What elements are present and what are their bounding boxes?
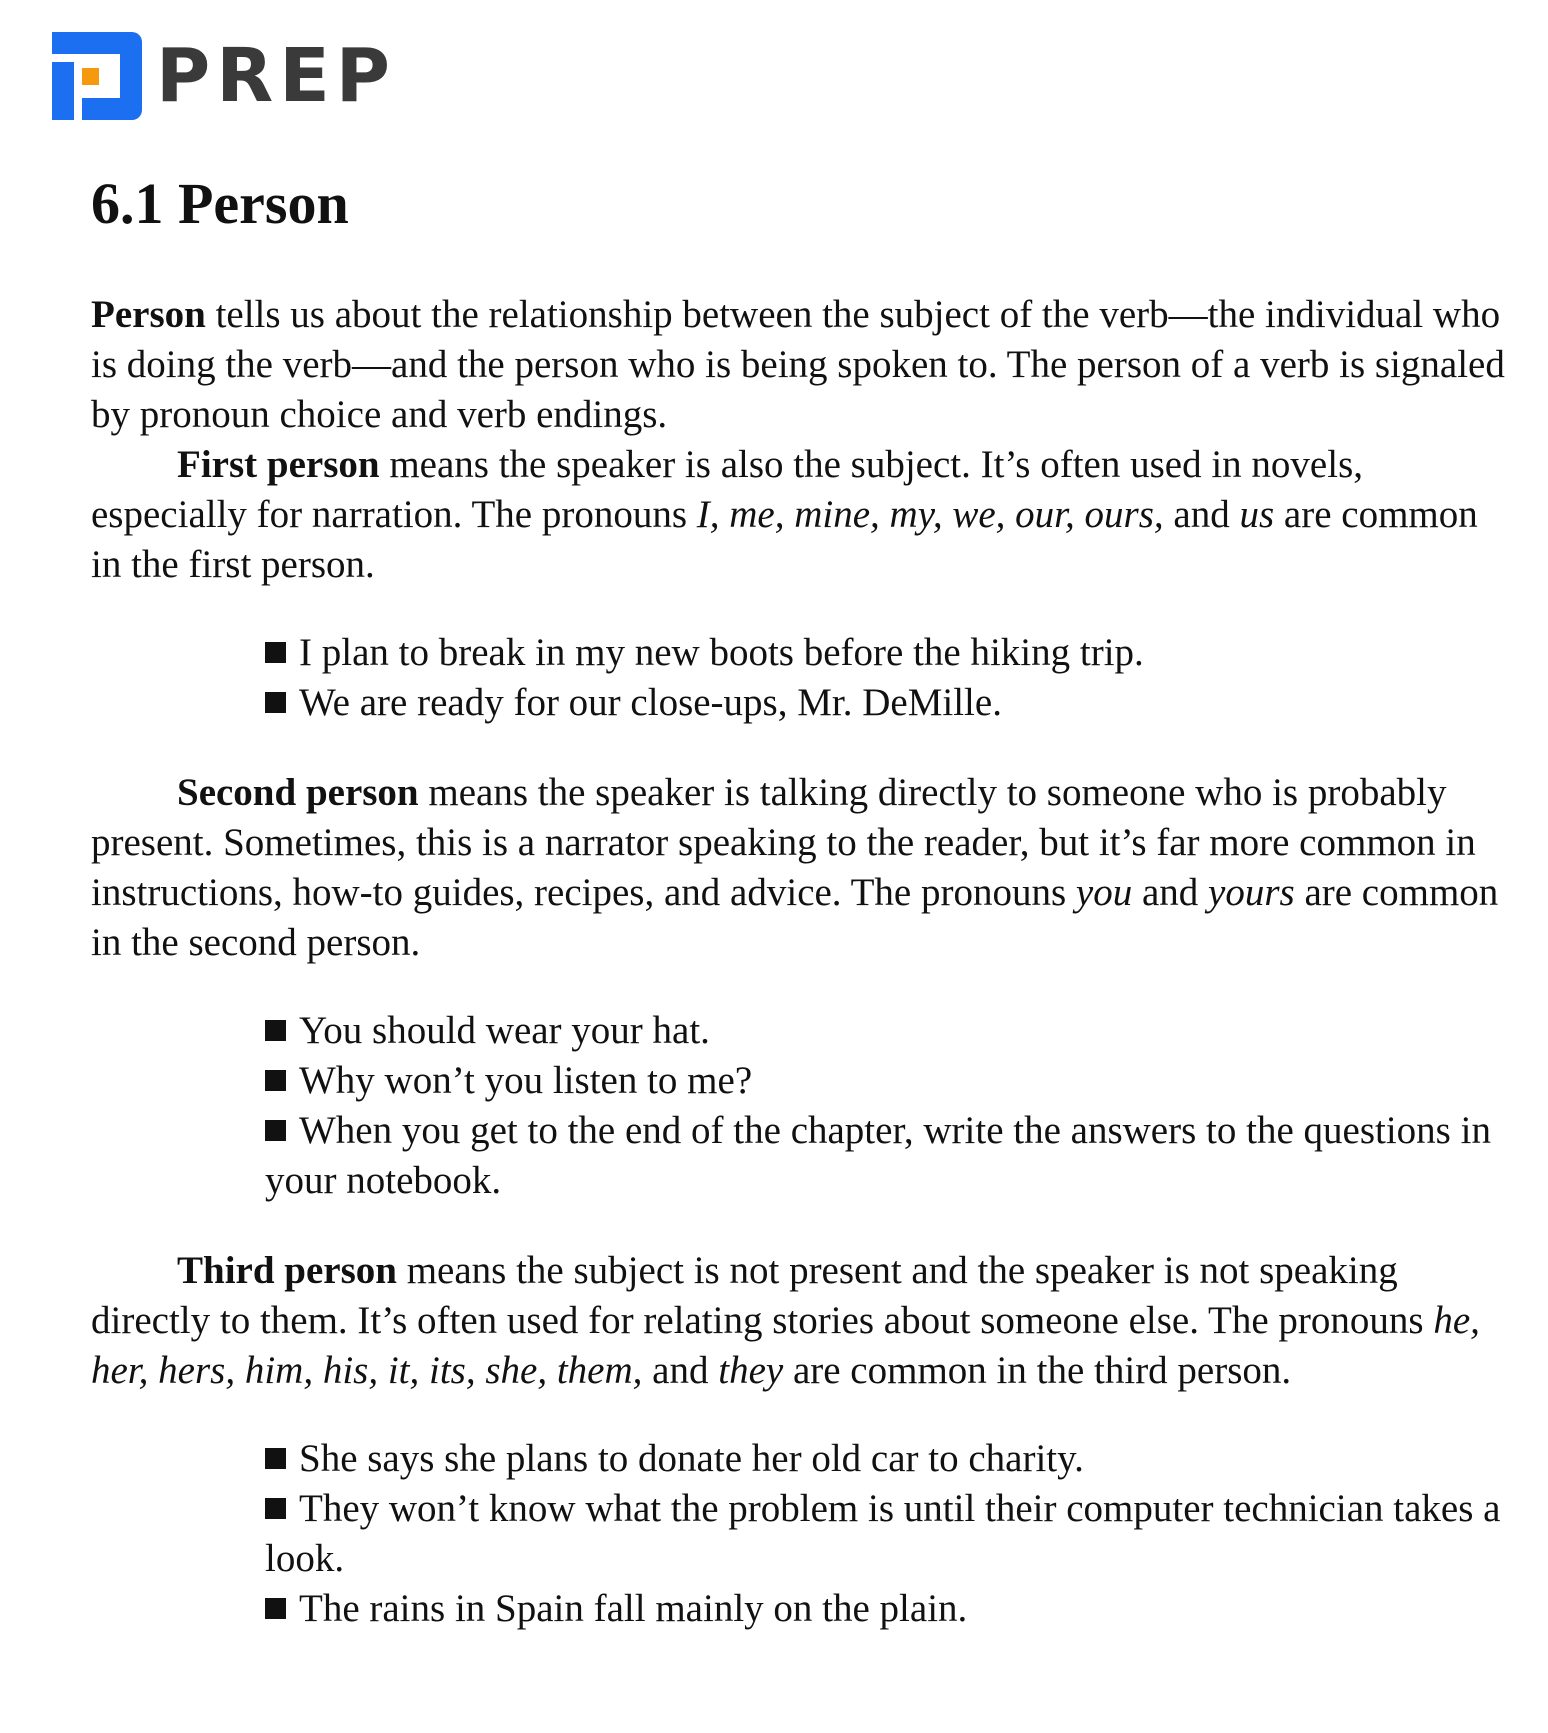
square-bullet-icon bbox=[265, 692, 286, 713]
square-bullet-icon bbox=[265, 642, 286, 663]
brand-name: PREP bbox=[156, 33, 397, 119]
list-item: You should wear your hat. bbox=[265, 1006, 1511, 1056]
list-item: Why won’t you listen to me? bbox=[265, 1056, 1511, 1106]
intro-paragraph bbox=[91, 290, 1511, 440]
list-item: The rains in Spain fall mainly on the plain. bbox=[265, 1584, 1511, 1634]
list-item: They won’t know what the problem is until their computer technician takes a look. bbox=[265, 1486, 1501, 1580]
intro-term: Person bbox=[91, 292, 206, 336]
prep-logo bbox=[52, 32, 396, 120]
square-bullet-icon bbox=[265, 1498, 286, 1519]
document-body bbox=[91, 172, 1511, 1634]
first-person-term: First person bbox=[177, 442, 380, 486]
second-person-paragraph: Second person means the speaker is talking directly to someone who is probably present. Sometimes, this is a narrator speaking to the reader, but it’s far more common in instructions, how-to guides, recipes, and advice. The pronouns you and yours are common in the second person. bbox=[91, 770, 1499, 964]
third-person-examples bbox=[91, 1434, 1511, 1634]
second-person-term: Second person bbox=[177, 770, 419, 814]
first-person-paragraph: First person means the speaker is also the subject. It’s often used in novels, especially for narration. The pronouns I, me, mine, my, we, our, ours, and us are common in the first person. bbox=[91, 442, 1478, 586]
intro-text: tells us about the relationship between the subject of the verb—the individual who is doing the verb—and the person who is being spoken to. The person of a verb is signaled by pronoun choice and verb endings. bbox=[91, 292, 1505, 436]
square-bullet-icon bbox=[265, 1020, 286, 1041]
second-person-examples bbox=[91, 1006, 1511, 1206]
square-bullet-icon bbox=[265, 1598, 286, 1619]
list-item: When you get to the end of the chapter, write the answers to the questions in your notebook. bbox=[265, 1108, 1491, 1202]
square-bullet-icon bbox=[265, 1070, 286, 1091]
list-item: I plan to break in my new boots before the hiking trip. bbox=[265, 628, 1511, 678]
square-bullet-icon bbox=[265, 1120, 286, 1141]
first-person-pronouns: I, me, mine, my, we, our, ours, bbox=[696, 492, 1164, 536]
third-person-paragraph: Third person means the subject is not present and the speaker is not speaking directly to them. It’s often used for relating stories about someone else. The pronouns he, her, hers, him, his, it, its, she, them, and they are common in the third person. bbox=[91, 1248, 1480, 1392]
prep-logo-icon bbox=[52, 32, 142, 120]
first-person-examples bbox=[91, 628, 1511, 728]
third-person-term: Third person bbox=[177, 1248, 397, 1292]
list-item: She says she plans to donate her old car to charity. bbox=[265, 1434, 1511, 1484]
third-person-pronouns: he, her, hers, him, his, it, its, she, them, bbox=[91, 1298, 1480, 1392]
list-item: We are ready for our close-ups, Mr. DeMille. bbox=[265, 678, 1511, 728]
square-bullet-icon bbox=[265, 1448, 286, 1469]
section-heading: 6.1 Person bbox=[91, 171, 349, 236]
